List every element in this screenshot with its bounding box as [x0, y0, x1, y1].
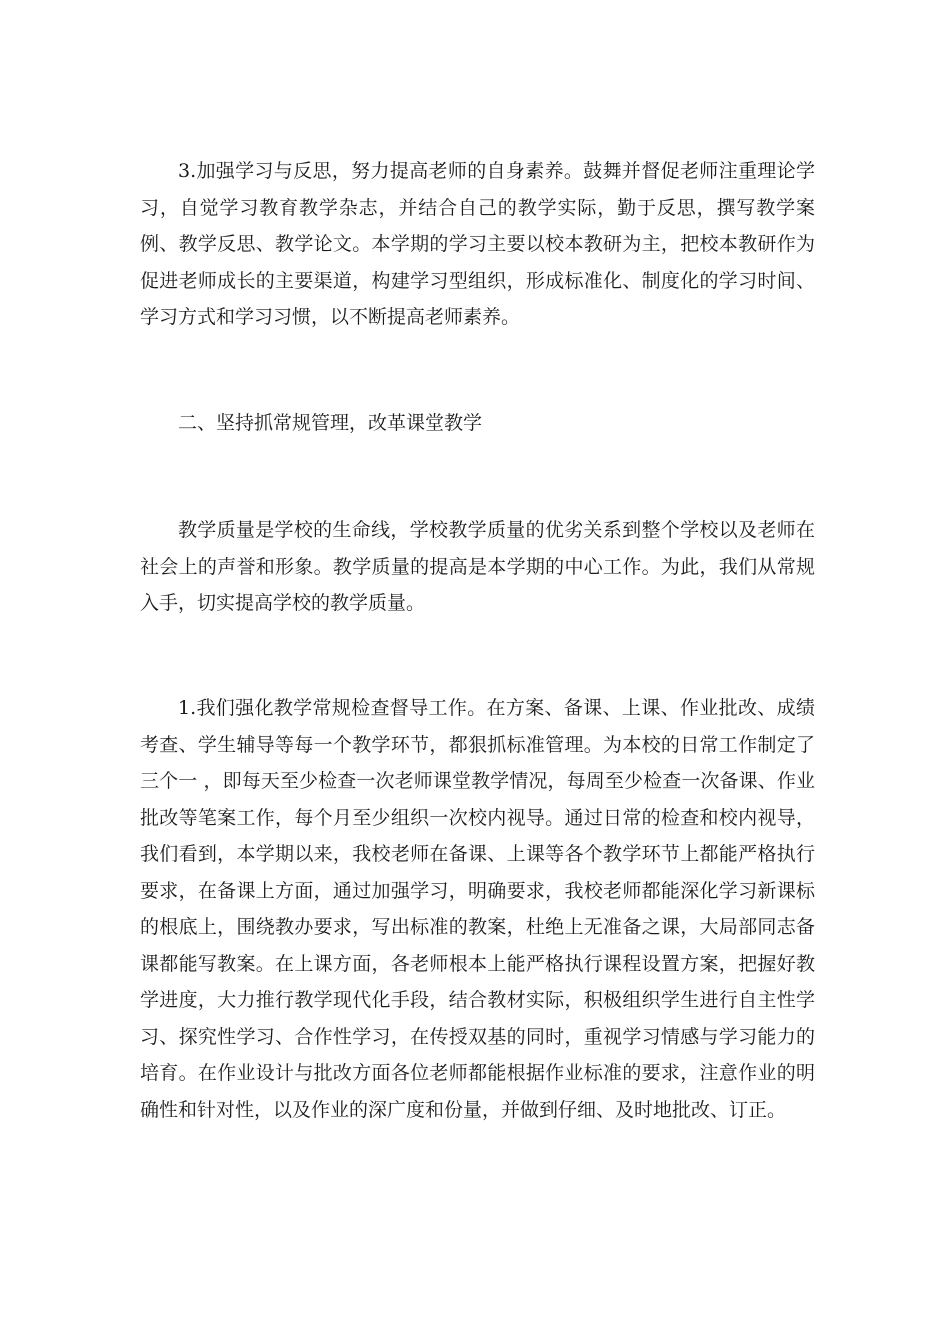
- paragraph-study-reflection: 3.加强学习与反思，努力提高老师的自身素养。鼓舞并督促老师注重理论学习，自觉学习教育教学杂志，并结合自己的教学实际，勤于反思，撰写教学案例、教学反思、教学论文。本学期的学习主要以校本教研为主，把校本教研作为促进老师成长的主要渠道，构建学习型组织，形成标准化、制度化的学习时间、学习方式和学习习惯，以不断提高老师素养。: [140, 160, 815, 328]
- paragraph-routine-inspection: 1.我们强化教学常规检查督导工作。在方案、备课、上课、作业批改、成绩考查、学生辅导等每一个教学环节，都狠抓标准管理。为本校的日常工作制定了 三个一 ，即每天至少检查一次老师课堂教学情况，每周至少检查一次备课、作业批改等笔案工作，每个月至少组织一次校内视导。通过日常的检查和校内视导，我们看到，本学期以来，我校老师在备课、上课等各个教学环节上都能严格执行要求，在备课上方面，通过加强学习，明确要求，我校老师都能深化学习新课标的根底上，围绕教办要求，写出标准的教案，杜绝上无准备之课，大局部同志备课都能写教案。在上课方面，各老师根本上能严格执行课程设置方案，把握好教学进度，大力推行教学现代化手段，结合教材实际，积极组织学生进行自主性学习、探究性学习、合作性学习，在传授双基的同时，重视学习情感与学习能力的培育。在作业设计与批改方面各位老师都能根据作业标准的要求，注意作业的明确性和针对性，以及作业的深广度和份量，并做到仔细、及时地批改、订正。: [140, 697, 815, 1121]
- section-heading-routine-management: 二、坚持抓常规管理，改革课堂教学: [178, 412, 483, 434]
- paragraph-teaching-quality: 教学质量是学校的生命线，学校教学质量的优劣关系到整个学校以及老师在社会上的声誉和形象。教学质量的提高是本学期的中心工作。为此，我们从常规入手，切实提高学校的教学质量。: [140, 519, 815, 614]
